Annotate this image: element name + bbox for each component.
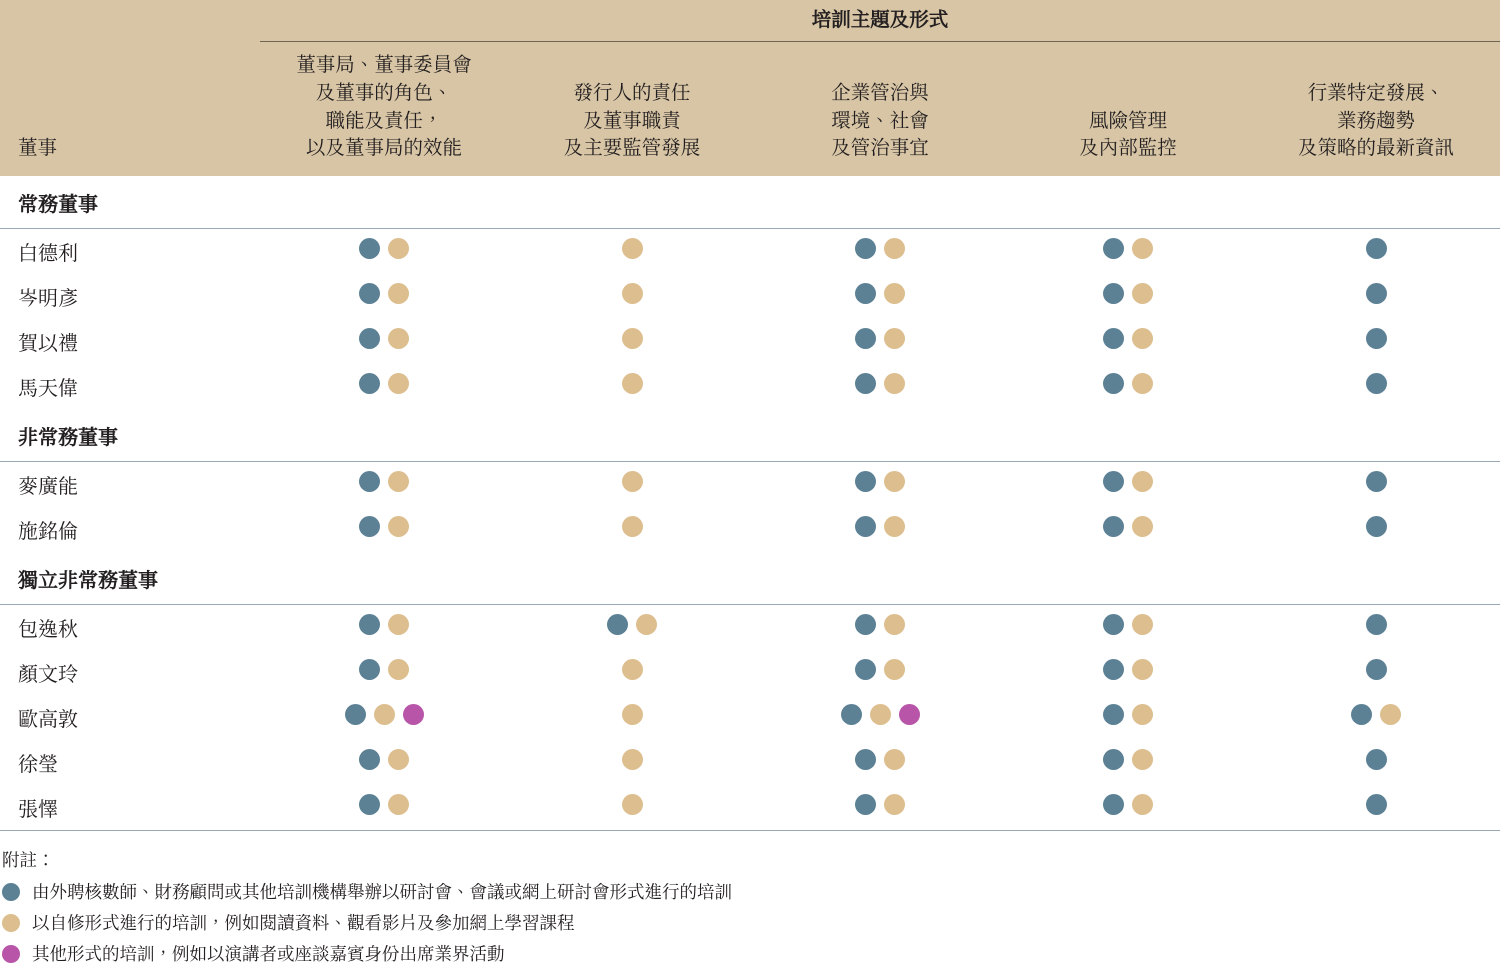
training-cell: [260, 364, 508, 409]
dot-group: [1103, 614, 1153, 635]
dot-group: [359, 238, 409, 259]
dot-group: [359, 328, 409, 349]
seminar-dot-icon: [1103, 704, 1124, 725]
dot-group: [1103, 659, 1153, 680]
group-header-row: [0, 409, 1500, 462]
self-study-dot-icon: [622, 471, 643, 492]
table-row: [0, 695, 1500, 740]
training-cell: [260, 274, 508, 319]
training-cell: [756, 507, 1004, 552]
self-study-dot-icon: [388, 283, 409, 304]
dot-group: [1103, 328, 1153, 349]
seminar-dot-icon: [1366, 373, 1387, 394]
self-study-dot-icon: [1132, 516, 1153, 537]
dot-group: [855, 614, 905, 635]
topic-header-3-text: 企業管治與 環境、社會 及管治事宜: [831, 82, 929, 160]
training-cell: [1252, 319, 1500, 364]
dot-group: [1351, 704, 1401, 725]
self-study-dot-icon: [622, 328, 643, 349]
seminar-dot-icon: [1103, 614, 1124, 635]
director-name: 賀以禮: [0, 319, 260, 364]
self-study-dot-icon: [1132, 659, 1153, 680]
training-cell: [756, 364, 1004, 409]
seminar-dot-icon: [1103, 749, 1124, 770]
seminar-dot-icon: [1366, 328, 1387, 349]
training-cell: [1252, 274, 1500, 319]
dot-group: [1103, 749, 1153, 770]
dot-group: [622, 659, 643, 680]
training-cell: [260, 462, 508, 508]
dot-group: [622, 516, 643, 537]
dot-group: [841, 704, 920, 725]
dot-group: [1366, 328, 1387, 349]
self-study-dot-icon: [1132, 794, 1153, 815]
dot-group: [622, 704, 643, 725]
training-cell: [1004, 507, 1252, 552]
table-row: [0, 274, 1500, 319]
training-cell: [1004, 695, 1252, 740]
dot-group: [1103, 704, 1153, 725]
dot-group: [1103, 516, 1153, 537]
table-row: [0, 785, 1500, 830]
seminar-dot-icon: [359, 659, 380, 680]
other-dot-icon: [2, 945, 20, 963]
training-cell: [756, 695, 1004, 740]
self-study-dot-icon: [388, 471, 409, 492]
self-study-dot-icon: [622, 238, 643, 259]
dot-group: [1103, 373, 1153, 394]
dot-group: [1366, 749, 1387, 770]
training-cell: [1004, 650, 1252, 695]
self-study-dot-icon: [1132, 238, 1153, 259]
training-cell: [1004, 274, 1252, 319]
table-row: [0, 319, 1500, 364]
training-cell: [508, 605, 756, 651]
training-cell: [1252, 364, 1500, 409]
training-cell: [756, 319, 1004, 364]
other-dot-icon: [899, 704, 920, 725]
director-name: 歐高敦: [0, 695, 260, 740]
dot-group: [1103, 238, 1153, 259]
seminar-dot-icon: [2, 883, 20, 901]
dot-group: [1103, 794, 1153, 815]
topic-header-2: [508, 42, 756, 176]
training-cell: [1004, 740, 1252, 785]
self-study-dot-icon: [388, 614, 409, 635]
super-header-spacer: [0, 0, 260, 42]
seminar-dot-icon: [1103, 328, 1124, 349]
dot-group: [1366, 283, 1387, 304]
seminar-dot-icon: [359, 238, 380, 259]
table-row: [0, 605, 1500, 651]
director-name: 顏文玲: [0, 650, 260, 695]
director-name: 麥廣能: [0, 462, 260, 508]
self-study-dot-icon: [884, 749, 905, 770]
seminar-dot-icon: [1103, 471, 1124, 492]
table-row: [0, 507, 1500, 552]
self-study-dot-icon: [622, 659, 643, 680]
legend-item: [2, 912, 1500, 935]
dot-group: [855, 516, 905, 537]
seminar-dot-icon: [1366, 659, 1387, 680]
dot-group: [345, 704, 424, 725]
training-cell: [508, 740, 756, 785]
dot-group: [622, 328, 643, 349]
training-cell: [756, 650, 1004, 695]
training-cell: [260, 507, 508, 552]
self-study-dot-icon: [1132, 283, 1153, 304]
self-study-dot-icon: [388, 238, 409, 259]
seminar-dot-icon: [359, 614, 380, 635]
training-cell: [1252, 650, 1500, 695]
seminar-dot-icon: [855, 328, 876, 349]
seminar-dot-icon: [345, 704, 366, 725]
dot-group: [359, 749, 409, 770]
self-study-dot-icon: [388, 659, 409, 680]
training-cell: [1252, 229, 1500, 275]
self-study-dot-icon: [1132, 328, 1153, 349]
training-cell: [260, 319, 508, 364]
dot-group: [855, 238, 905, 259]
training-cell: [1004, 785, 1252, 830]
dot-group: [622, 749, 643, 770]
seminar-dot-icon: [359, 749, 380, 770]
self-study-dot-icon: [1132, 471, 1153, 492]
notes-list: [2, 881, 1500, 965]
topic-header-1-text: 董事局、董事委員會 及董事的角色、 職能及責任， 以及董事局的效能: [296, 54, 472, 160]
director-name: 岑明彥: [0, 274, 260, 319]
training-cell: [508, 319, 756, 364]
self-study-dot-icon: [622, 283, 643, 304]
group-label: 非常務董事: [0, 409, 1500, 462]
seminar-dot-icon: [359, 373, 380, 394]
legend-notes: [0, 831, 1500, 965]
dot-group: [359, 471, 409, 492]
training-cell: [260, 695, 508, 740]
self-study-dot-icon: [622, 704, 643, 725]
seminar-dot-icon: [855, 238, 876, 259]
dot-group: [359, 794, 409, 815]
self-study-dot-icon: [636, 614, 657, 635]
other-dot-icon: [403, 704, 424, 725]
training-cell: [1252, 785, 1500, 830]
self-study-dot-icon: [1132, 704, 1153, 725]
dot-group: [622, 471, 643, 492]
table-row: [0, 740, 1500, 785]
group-header-row: [0, 552, 1500, 605]
dot-group: [359, 659, 409, 680]
seminar-dot-icon: [855, 749, 876, 770]
dot-group: [359, 283, 409, 304]
self-study-dot-icon: [884, 794, 905, 815]
self-study-dot-icon: [622, 516, 643, 537]
topic-header-4-text: 風險管理 及內部監控: [1079, 109, 1177, 160]
director-name: 白德利: [0, 229, 260, 275]
legend-item: [2, 943, 1500, 966]
dot-group: [622, 283, 643, 304]
self-study-dot-icon: [1380, 704, 1401, 725]
self-study-dot-icon: [1132, 373, 1153, 394]
director-name: 徐瑩: [0, 740, 260, 785]
topic-header-row: [0, 42, 1500, 176]
director-name: 張懌: [0, 785, 260, 830]
table-row: [0, 364, 1500, 409]
seminar-dot-icon: [855, 659, 876, 680]
self-study-dot-icon: [870, 704, 891, 725]
dot-group: [622, 794, 643, 815]
training-cell: [508, 695, 756, 740]
table-body: [0, 176, 1500, 830]
seminar-dot-icon: [855, 516, 876, 537]
training-cell: [508, 650, 756, 695]
seminar-dot-icon: [607, 614, 628, 635]
dot-group: [1366, 238, 1387, 259]
self-study-dot-icon: [388, 328, 409, 349]
seminar-dot-icon: [1366, 794, 1387, 815]
dot-group: [855, 794, 905, 815]
dot-group: [855, 328, 905, 349]
topic-header-5: [1252, 42, 1500, 176]
dot-group: [855, 373, 905, 394]
self-study-dot-icon: [388, 794, 409, 815]
notes-title: 附註：: [2, 850, 55, 871]
dot-group: [1366, 471, 1387, 492]
seminar-dot-icon: [841, 704, 862, 725]
dot-group: [622, 238, 643, 259]
legend-item: [2, 881, 1500, 904]
legend-item-label: 以自修形式進行的培訓，例如閱讀資料、觀看影片及參加網上學習課程: [32, 912, 575, 933]
topic-header-3: [756, 42, 1004, 176]
seminar-dot-icon: [855, 471, 876, 492]
dot-group: [359, 614, 409, 635]
table-row: [0, 462, 1500, 508]
seminar-dot-icon: [1366, 614, 1387, 635]
director-name: 包逸秋: [0, 605, 260, 651]
self-study-dot-icon: [622, 794, 643, 815]
topic-header-1: [260, 42, 508, 176]
dot-group: [1366, 373, 1387, 394]
seminar-dot-icon: [855, 373, 876, 394]
table-row: [0, 650, 1500, 695]
self-study-dot-icon: [622, 749, 643, 770]
dot-group: [607, 614, 657, 635]
director-column-header: 董事: [0, 42, 260, 176]
training-cell: [756, 462, 1004, 508]
self-study-dot-icon: [1132, 749, 1153, 770]
training-cell: [1252, 507, 1500, 552]
seminar-dot-icon: [1103, 283, 1124, 304]
seminar-dot-icon: [359, 516, 380, 537]
group-label: 常務董事: [0, 176, 1500, 229]
topic-header-2-text: 發行人的責任 及董事職責 及主要監管發展: [563, 82, 701, 160]
legend-item-label: 其他形式的培訓，例如以演講者或座談嘉賓身份出席業界活動: [32, 943, 505, 964]
table-header: [0, 0, 1500, 176]
training-cell: [508, 274, 756, 319]
training-cell: [1004, 319, 1252, 364]
dot-group: [1366, 516, 1387, 537]
dot-group: [359, 516, 409, 537]
dot-group: [855, 749, 905, 770]
topic-header-5-text: 行業特定發展、 業務趨勢 及策略的最新資訊: [1298, 82, 1455, 160]
table-row: [0, 229, 1500, 275]
seminar-dot-icon: [1103, 794, 1124, 815]
self-study-dot-icon: [884, 238, 905, 259]
training-cell: [1004, 229, 1252, 275]
dot-group: [622, 373, 643, 394]
training-cell: [1004, 364, 1252, 409]
training-cell: [1004, 462, 1252, 508]
self-study-dot-icon: [1132, 614, 1153, 635]
self-study-dot-icon: [884, 471, 905, 492]
topic-header-4: [1004, 42, 1252, 176]
seminar-dot-icon: [359, 471, 380, 492]
seminar-dot-icon: [1103, 238, 1124, 259]
training-cell: [260, 229, 508, 275]
self-study-dot-icon: [884, 373, 905, 394]
super-header-label: 培訓主題及形式: [260, 0, 1500, 42]
seminar-dot-icon: [1103, 659, 1124, 680]
seminar-dot-icon: [1366, 749, 1387, 770]
seminar-dot-icon: [1103, 516, 1124, 537]
seminar-dot-icon: [359, 283, 380, 304]
dot-group: [1366, 794, 1387, 815]
training-cell: [1252, 462, 1500, 508]
director-name: 馬天偉: [0, 364, 260, 409]
group-header-row: [0, 176, 1500, 229]
training-cell: [756, 274, 1004, 319]
dot-group: [1103, 471, 1153, 492]
training-cell: [260, 785, 508, 830]
self-study-dot-icon: [884, 328, 905, 349]
self-study-dot-icon: [388, 373, 409, 394]
dot-group: [855, 283, 905, 304]
self-study-dot-icon: [884, 659, 905, 680]
training-cell: [756, 605, 1004, 651]
self-study-dot-icon: [884, 614, 905, 635]
training-cell: [508, 229, 756, 275]
dot-group: [1103, 283, 1153, 304]
seminar-dot-icon: [1103, 373, 1124, 394]
training-cell: [508, 785, 756, 830]
training-cell: [1252, 605, 1500, 651]
self-study-dot-icon: [622, 373, 643, 394]
seminar-dot-icon: [359, 794, 380, 815]
self-study-dot-icon: [388, 749, 409, 770]
dot-group: [1366, 659, 1387, 680]
self-study-dot-icon: [374, 704, 395, 725]
super-header-row: [0, 0, 1500, 42]
training-cell: [1252, 740, 1500, 785]
training-cell: [260, 740, 508, 785]
seminar-dot-icon: [1351, 704, 1372, 725]
training-cell: [260, 650, 508, 695]
self-study-dot-icon: [388, 516, 409, 537]
training-cell: [756, 229, 1004, 275]
training-cell: [260, 605, 508, 651]
training-cell: [508, 507, 756, 552]
training-cell: [508, 462, 756, 508]
seminar-dot-icon: [855, 283, 876, 304]
seminar-dot-icon: [1366, 238, 1387, 259]
self-study-dot-icon: [884, 283, 905, 304]
seminar-dot-icon: [1366, 516, 1387, 537]
dot-group: [855, 659, 905, 680]
seminar-dot-icon: [1366, 471, 1387, 492]
legend-item-label: 由外聘核數師、財務顧問或其他培訓機構舉辦以研討會、會議或網上研討會形式進行的培訓: [32, 882, 732, 903]
dot-group: [359, 373, 409, 394]
seminar-dot-icon: [359, 328, 380, 349]
training-cell: [1004, 605, 1252, 651]
seminar-dot-icon: [1366, 283, 1387, 304]
self-study-dot-icon: [884, 516, 905, 537]
group-label: 獨立非常務董事: [0, 552, 1500, 605]
training-cell: [508, 364, 756, 409]
dot-group: [855, 471, 905, 492]
dot-group: [1366, 614, 1387, 635]
seminar-dot-icon: [855, 794, 876, 815]
seminar-dot-icon: [855, 614, 876, 635]
training-cell: [1252, 695, 1500, 740]
training-cell: [756, 740, 1004, 785]
self-study-dot-icon: [2, 914, 20, 932]
director-name: 施銘倫: [0, 507, 260, 552]
training-cell: [756, 785, 1004, 830]
